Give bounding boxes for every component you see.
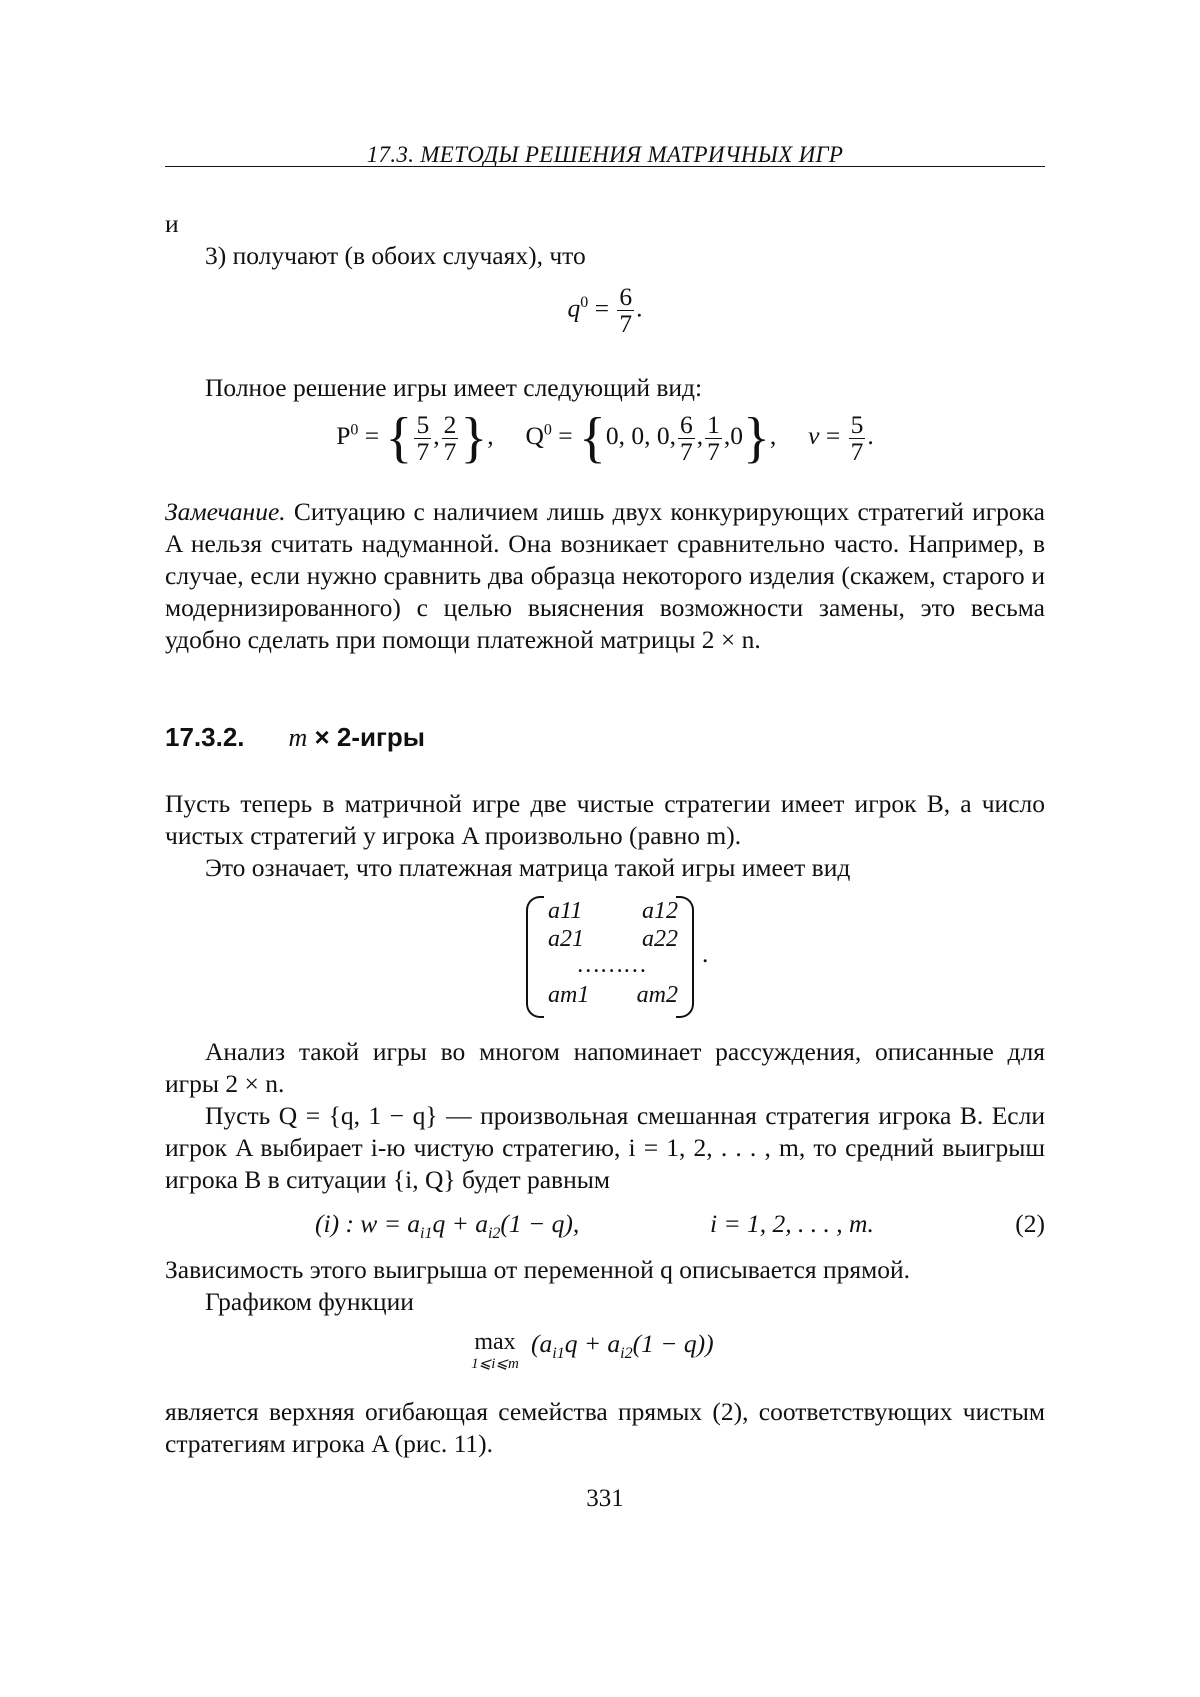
q-zeros: 0, 0, 0, xyxy=(605,420,677,450)
equation-2-range: i = 1, 2, . . . , m. xyxy=(710,1209,874,1238)
max-sub2: i2 xyxy=(620,1345,633,1363)
equation-number: (2) xyxy=(1015,1209,1045,1238)
left-brace: { xyxy=(579,407,606,469)
matrix-period: . xyxy=(702,939,709,968)
p-label: P xyxy=(336,420,351,450)
max-word: max xyxy=(474,1329,516,1355)
equals-sign: = xyxy=(594,293,609,323)
matrix-cell: a11 xyxy=(548,898,583,924)
step-3-text: 3) получают (в обоих случаях), что xyxy=(205,241,586,270)
frac-num: 6 xyxy=(680,409,693,439)
paragraph-5: Зависимость этого выигрыша от переменной q описывается прямой. xyxy=(165,1255,911,1284)
max-tail: (1 − q)) xyxy=(632,1329,714,1358)
q-symbol: q xyxy=(567,293,581,323)
matrix-left-paren xyxy=(526,896,544,1018)
nu-symbol: ν xyxy=(808,420,820,450)
section-number: 17.3.2. xyxy=(165,722,245,752)
p-sup: 0 xyxy=(350,421,359,439)
paragraph-1: Пусть теперь в матричной игре две чистые стратегии имеет игрок B, а число чистых стратегий у игрока A произвольно (равно m). xyxy=(165,789,1045,850)
matrix-cell: am2 xyxy=(636,982,678,1008)
eq2-sub2: i2 xyxy=(487,1225,501,1243)
remark-paragraph xyxy=(165,496,1045,656)
matrix-cell: am1 xyxy=(548,982,590,1008)
section-title-m: m xyxy=(288,723,308,752)
equation-full-solution: $P^0$ = { $\frac{5}{7}$ , $\frac{2}{7}$ }, $Q^0 = \{0$, 0, 0, $\frac{6}{7}$ , $\frac{1}{7}$ ,0}, ν = $\frac{5}{7}$ . xyxy=(336,407,874,469)
matrix-row-m xyxy=(548,982,678,1009)
section-title-rest: × 2-игры xyxy=(307,722,425,752)
max-sub1: i1 xyxy=(552,1345,565,1363)
frac-den: 7 xyxy=(619,309,633,338)
eq2-tail: (1 − q), xyxy=(500,1209,580,1238)
frac-num: 2 xyxy=(443,409,457,439)
frac-den: 7 xyxy=(443,436,457,466)
max-operator xyxy=(465,1328,525,1372)
right-brace: } xyxy=(460,407,488,469)
p-frac-2 xyxy=(442,409,459,466)
eq2-mid: q + a xyxy=(432,1209,488,1238)
frac-den: 7 xyxy=(850,436,864,466)
q-tail: 0 xyxy=(730,420,744,450)
paragraph-3: Анализ такой игры во многом напоминает рассуждения, описанные для игры 2 × n. xyxy=(165,1037,1045,1098)
payoff-matrix xyxy=(520,896,720,1016)
frac-num: 1 xyxy=(707,409,720,439)
right-brace: } xyxy=(743,407,770,469)
q-frac-1 xyxy=(678,409,695,466)
frac-num: 5 xyxy=(850,409,864,439)
max-limits: 1⩽i⩽m xyxy=(471,1356,519,1372)
matrix-row-1 xyxy=(548,898,678,925)
matrix-row-2 xyxy=(548,926,678,953)
matrix-dots-row xyxy=(548,952,678,979)
page-number: 331 xyxy=(586,1485,624,1512)
paragraph-6: Графиком функции xyxy=(205,1287,414,1316)
solution-intro: Полное решение игры имеет следующий вид: xyxy=(205,373,703,402)
matrix-cell: a22 xyxy=(642,926,678,952)
running-head: 17.3. МЕТОДЫ РЕШЕНИЯ МАТРИЧНЫХ ИГР xyxy=(366,142,844,167)
q-frac-2 xyxy=(705,409,722,466)
matrix-cell: a21 xyxy=(548,926,584,952)
section-heading xyxy=(165,722,1045,753)
max-expression xyxy=(531,1328,714,1363)
paragraph-7: является верхняя огибающая семейства прямых (2), соответствующих чистым стратегиям игрока A (рис. 11). xyxy=(165,1397,1045,1458)
max-mid: q + a xyxy=(564,1329,621,1358)
q-sup: 0 xyxy=(543,421,552,439)
p-frac-1 xyxy=(414,409,431,466)
frac-num: 6 xyxy=(619,282,633,311)
equation-q0 xyxy=(165,284,1045,337)
equation-2-body xyxy=(315,1208,580,1243)
remark-label: Замечание. xyxy=(165,497,286,526)
paragraph-2: Это означает, что платежная матрица такой игры имеет вид xyxy=(205,853,851,882)
paragraph-4: Пусть Q = {q, 1 − q} — произвольная смешанная стратегия игрока B. Если игрок A выбирает i-ю чистую стратегию, i = 1, 2, . . . , m, то средний выигрыш игрока B в ситуации {i, Q} будет равным xyxy=(165,1101,1045,1194)
matrix-cell: a12 xyxy=(642,898,678,924)
fraction-6-7 xyxy=(617,284,634,337)
intro-word: и xyxy=(165,209,179,238)
frac-den: 7 xyxy=(680,436,693,466)
frac-den: 7 xyxy=(707,436,720,466)
matrix-right-paren xyxy=(676,896,694,1018)
period: . xyxy=(636,293,643,323)
matrix-dots: ……… xyxy=(577,952,649,978)
eq2-body: (i) : w = a xyxy=(315,1209,421,1238)
frac-den: 7 xyxy=(416,436,430,466)
eq2-sub1: i1 xyxy=(420,1225,433,1243)
left-brace: { xyxy=(385,407,413,469)
q-label: Q xyxy=(525,420,544,450)
frac-num: 5 xyxy=(416,409,430,439)
q-sup: 0 xyxy=(580,293,589,311)
nu-frac xyxy=(849,409,866,466)
remark-text: Ситуацию с наличием лишь двух конкурирующих стратегий игрока A нельзя считать надуманной. Она возникает сравнительно часто. Например, в случае, если нужно сравнить два образца некоторого изделия (скажем, старого и модернизированного) с целью выяснения возможности замены, это весьма удобно сделать при помощи платежной матрицы 2 × n. xyxy=(165,497,1045,654)
header-rule xyxy=(165,166,1045,167)
max-expr-open: (a xyxy=(531,1329,553,1358)
